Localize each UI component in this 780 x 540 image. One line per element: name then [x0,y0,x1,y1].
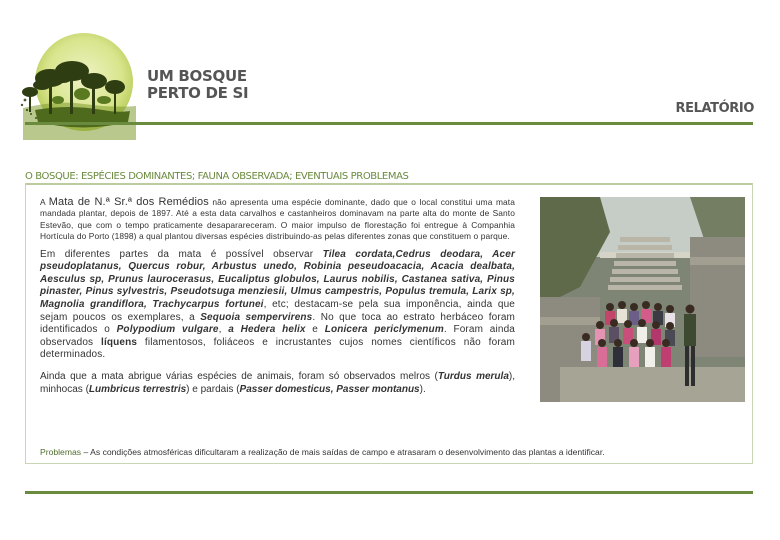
paragraph-intro: A Mata de N.ª Sr.ª dos Remédios não apresenta uma espécie dominante, dado que o local constitui uma mata mandada plantar, depois de 1897. Até a esta data carvalhos e castanheiros dominavam na parte alta do monte de Santo Estevão, que com o tempo praticamente desaparareceram. O maior impulso de florestação foi entregue à Companhia Hortícula do Porto (1898) a qual plantou diversas espécies distribuindo-as pelas diferentes zonas que constituem o parque. [40,196,515,242]
paragraph-species: Em diferentes partes da mata é possível observar Tilea cordata,Cedrus deodara, Acer pseudoplatanus, Quercus robur, Arbustus unedo, Robinia peseudoacacia, Acacia dealbata, Aesculus sp, Prunus laurocerasus, Eucaliptus globulos, Laurus nobilis, Castanea sativa, Pinus pinaster, Pinus sylvestris, Pseudotsuga menziesii, Ulmus campestris, Populus tremula, Larix sp, Magnolia grandiflora, Trachycarpus fortunei, etc; destacam-se pela sua imponência, ainda que sejam poucos os exemplares, a Sequoia sempervirens. No que toca ao estrato herbáceo foram identificados o Polypodium vulgare, a Hedera helix e Lonicera periclymenum. Foram ainda observados líquens filamentosos, foliáceos e incrustantes cujos nomes científicos não foram determinados. [40,248,516,361]
brand-wordmark [147,68,248,102]
problems-label: Problemas [40,447,82,457]
brand-line-1: UM BOSQUE [147,67,247,85]
body-text [40,197,515,396]
species-list: Tilea cordata,Cedrus deodara, Acer pseudoplatanus, Quercus robur, Arbustus unedo, Robinia peseudoacacia, Acacia dealbata, Aesculus sp, Prunus laurocerasus, Eucaliptus globulos, Laurus nobilis, Castanea sativa, Pinus pinaster, Pinus sylvestris, Pseudotsuga menziesii, Ulmus campestris, Populus tremula, Larix sp, Magnolia grandiflora, Trachycarpus fortunei [40,248,515,310]
problems-note [40,447,740,457]
group-photo [540,197,745,402]
section-title: O BOSQUE: ESPÉCIES DOMINANTES; FAUNA OBSERVADA; EVENTUAIS PROBLEMAS [25,171,409,182]
paragraph-fauna: Ainda que a mata abrigue várias espécies de animais, foram só observados melros (Turdus merula), minhocas (Lumbricus terrestris) e pardais (Passer domesticus, Passer montanus). [40,370,515,395]
bottom-divider [25,491,753,494]
top-divider [25,122,753,125]
brand-line-2: PERTO DE SI [147,84,249,102]
mata-name: Mata de N.ª Sr.ª dos Remédios [48,196,209,208]
problems-text: – As condições atmosféricas dificultaram a realização de mais saídas de campo e atrasaram o desenvolvimento das plantas a identificar. [81,447,605,457]
report-label: RELATÓRIO [675,101,754,116]
